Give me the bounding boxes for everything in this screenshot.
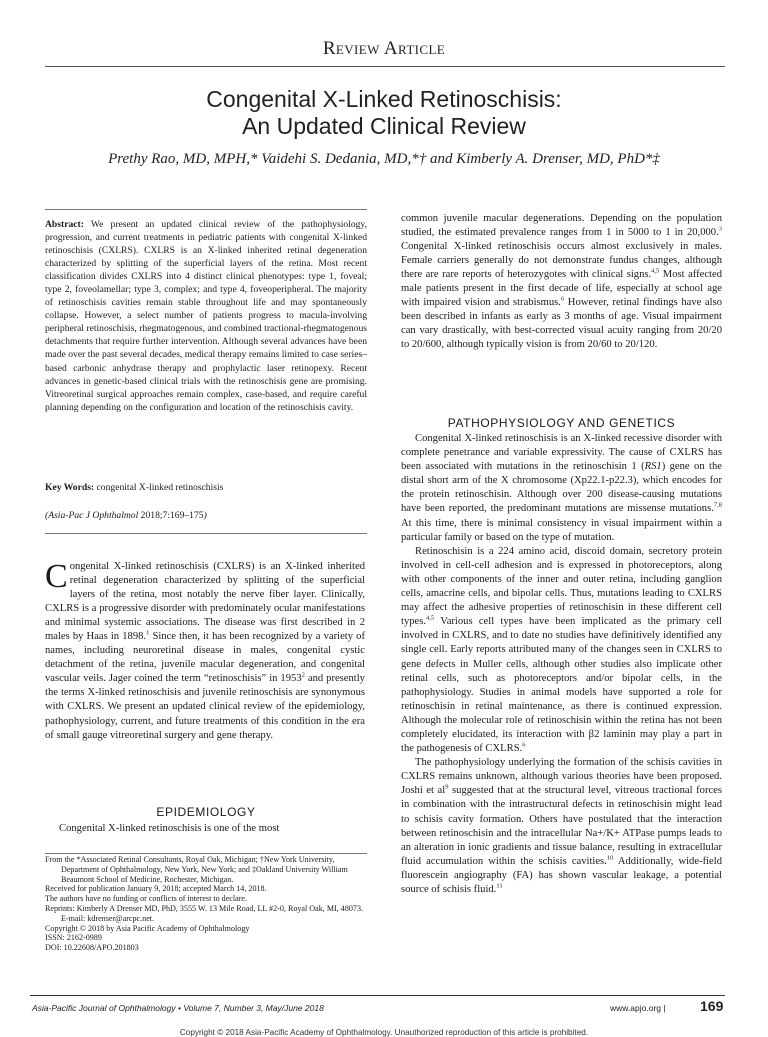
ref-sup: 9 — [445, 783, 449, 791]
gene-name: RS1 — [644, 461, 662, 473]
ref-sup: 2 — [301, 671, 305, 679]
p3-text-c: Additionally, wide-field fluorescein angiography (FA) has shown vascular leakage, a potential source of schisis fluid. — [401, 855, 723, 895]
abstract-bottom-rule — [45, 533, 367, 534]
p2-text-a: Retinoschisin is a 224 amino acid, discoid domain, secretory protein involved in cell-cell adhesion and is expressed in photoreceptors, along with other components of the inner and outer retina, including ganglion cells, amacrine cells, and bipolar cells. Thus, mutations leading to CXLRS may affect the adhesive properties of retinoschisin in these different cell types. — [401, 545, 722, 628]
footnote-received: Received for publication January 9, 2018; accepted March 14, 2018. — [45, 884, 267, 894]
top-rule — [45, 66, 725, 67]
p2-text-b: Various cell types have been implicated as the primary cell involved in CXLRS, and to date no studies have definitively identified any single cell. Early reports attributed many of the changes seen in CXLRS to gene defects in Muller cells, although other studies also implicate other retinal cells, such as photoreceptors and/or bipolar cells, in the pathophysiology. Studies in animal models have supported a role for retinoschisin in retinal maintenance, as there is continued expression. Although the molecular role of retinoschisin within the retina has not been completely elucidated, its interaction with β2 laminin may play a part in the pathogenesis of CXLRS. — [401, 616, 722, 755]
intro-text-1: ongenital X-linked retinoschisis (CXLRS) is an X-linked inherited retinal degeneration characterized by splitting of the superficial layers of the retina, most notably the nerve fiber layer. Clinically, CXLRS is a progressive disorder with predominately ocular manifestations and minimal systemic associations. The disease was first described in 2 males by Haas in 1898. — [45, 561, 365, 643]
title-line-1: Congenital X-Linked Retinoschisis: — [206, 86, 562, 112]
p1-text-b: ) gene on the distal short arm of the X chromosome (Xp22.1-p22.3), which encodes for the protein retinoschisin. Although over 200 disease-causing mutations have been reported, the predominant mutations are missense mutations. — [401, 461, 722, 515]
epi-text-1: common juvenile macular degenerations. Depending on the population studied, the estimated prevalence ranges from 1 in 5000 to 1 in 20,000. — [401, 213, 722, 238]
journal-website[interactable]: www.apjo.org | — [610, 1003, 666, 1013]
footnote-doi: DOI: 10.22608/APO.201803 — [45, 943, 139, 953]
epidemiology-heading: EPIDEMIOLOGY — [156, 805, 256, 819]
introduction — [45, 560, 365, 743]
ref-sup: 4,5 — [651, 267, 660, 275]
ref-sup: 1 — [146, 629, 150, 637]
footnote-conflicts: The authors have no funding or conflicts of interest to declare. — [45, 894, 248, 904]
intro-text-2: Since then, it has been recognized by a variety of names, including neuroretinal disease in males, congenital cystic detachment of the retina, juvenile macular degeneration, and congenital vascular veils. Jager coined the term “retinoschisis” in 1953 — [45, 631, 365, 685]
p3-text-b: suggested that at the structural level, vitreous tractional forces in combination with the intrastructural defects in retinoschisin might lead to schisis cavity formation. Others have postulated that the interaction between retinoschisin and the intracellular Na+/K+ ATPase pumps leads to an alteration in ionic gradients and tissue balance, resulting in extracellular fluid accumulation within the schisis cavities. — [401, 785, 723, 867]
copyright-notice: Copyright © 2018 Asia-Pacific Academy of Ophthalmology. Unauthorized reproduction of this article is prohibited. — [179, 1028, 589, 1037]
epi-text-4: However, retinal findings have also been described in infants as early as 3 months of age. Visual impairment can vary drastically, with best-corrected visual acuity ranging from 20/20 to 20/600, although typically vision is from 20/60 to 20/120. — [401, 297, 723, 350]
authors: Prethy Rao, MD, MPH,* Vaidehi S. Dedania, MD,*† and Kimberly A. Drenser, MD, PhD*‡ — [108, 151, 660, 167]
citation: (Asia-Pac J Ophthalmol 2018;7:169–175) — [45, 510, 207, 521]
intro-text-3: and presently the terms X-linked retinoschisis and juvenile retinoschisis are synonymous with CXLRS. We present an updated clinical review of the epidemiology, pathophysiology, current, and future treatments of this condition in the era of small gauge vitreoretinal surgery and gene therapy. — [45, 673, 365, 741]
epidemiology-continued — [401, 212, 722, 352]
section-label: Review Article — [322, 38, 446, 59]
keywords — [45, 482, 367, 493]
patho-paragraph-2 — [401, 545, 722, 756]
p3-text-a: The pathophysiology underlying the formation of the schisis cavities in CXLRS remains unknown, although various theories have been proposed. Joshi et al — [401, 757, 722, 797]
ref-sup: 4,5 — [426, 614, 435, 622]
keywords-text: congenital X-linked retinoschisis — [96, 482, 224, 493]
epidemiology-text: Congenital X-linked retinoschisis is one of the most — [59, 823, 280, 834]
footnote-rule — [45, 853, 367, 854]
citation-ref: 2018;7:169–175 — [140, 510, 204, 521]
footnote-affiliations: From the *Associated Retinal Consultants, Royal Oak, Michigan; †New York University, Department of Ophthalmology, New York, New York; and ‡Oakland University William Beaumont School of Medicine, Rochester, Michigan. — [45, 855, 348, 884]
p1-text-c: At this time, there is minimal consistency in visual impairment within a particular family or based on the type of mutation. — [401, 517, 722, 543]
ref-sup: 11 — [496, 882, 503, 890]
abstract — [45, 209, 367, 414]
abstract-label: Abstract: — [45, 219, 84, 230]
keywords-label: Key Words: — [45, 482, 95, 493]
abstract-text: We present an updated clinical review of the pathophysiology, progression, and current treatments in pediatric patients with congenital X-linked retinoschisis (CXLRS). CXLRS is an X-linked inherited retinal degeneration characterized by splitting of the superficial layers of the retina. Most recent classification divides CXLRS into 4 distinct clinical phenotypes: type 1, foveal; type 2, foveolamellar; type 3, complex; and type 4, foveoperipheral. The majority of retinoschisis cavities remain stable throughout life and may spontaneously collapse. However, a select number of patients progress to macula-involving peripheral retinoschisis, rhegmatogenous, and combined tractional-rhegmatogenous detachments that require further intervention. Although several advances have been made over the past several decades, medical therapy remains limited to case series–based carbonic anhydrase therapy and prophylactic laser retinopexy. Recent advances in genetic-based clinical trials with the retinoschisis gene are promising. Vitreoretinal surgical approaches remain complex, case-based, and require careful planning depending on the configuration and location of the retinoschisis cavity. — [45, 219, 367, 413]
epi-text-2: Congenital X-linked retinoschisis occurs almost exclusively in males. Female carriers generally do not demonstrate fundus changes, although there are rare reports of heterozygotes with clinical signs. — [401, 241, 722, 280]
pathophysiology-heading: PATHOPHYSIOLOGY AND GENETICS — [447, 416, 676, 430]
patho-paragraph-3 — [401, 756, 722, 897]
journal-line: Asia-Pacific Journal of Ophthalmology • Volume 7, Number 3, May/June 2018 — [32, 1003, 324, 1013]
drop-cap: C — [45, 558, 68, 595]
ref-sup: 6 — [522, 741, 526, 749]
ref-sup: 3 — [718, 225, 722, 233]
footer-rule — [30, 995, 725, 996]
epi-text-3: Most affected male patients present in the first decade of life, especially at school age with impaired vision and strabismus. — [401, 269, 722, 308]
title-line-2: An Updated Clinical Review — [242, 113, 526, 139]
page-number: 169 — [700, 998, 724, 1014]
article-title — [40, 86, 728, 140]
ref-sup: 7,8 — [713, 501, 722, 509]
p1-text-a: Congenital X-linked retinoschisis is an X-linked recessive disorder with complete penetrance and variable expressivity. The cause of CXLRS has been associated with mutations in the retinoschisin 1 ( — [401, 433, 722, 473]
ref-sup: 6 — [560, 295, 565, 303]
patho-paragraph-1 — [401, 432, 722, 545]
footnotes — [45, 855, 367, 953]
footnote-copyright: Copyright © 2018 by Asia Pacific Academy of Ophthalmology — [45, 923, 250, 933]
pathophysiology-body — [401, 432, 722, 897]
citation-journal: Asia-Pac J Ophthalmol — [48, 510, 139, 521]
footnote-reprints: Reprints: Kimberly A Drenser MD, PhD, 3555 W. 13 Mile Road, LL #2-0, Royal Oak, MI, 48073. E-mail: kdrenser@arcpc.net. — [45, 903, 364, 923]
ref-sup: 10 — [606, 854, 614, 862]
footnote-issn: ISSN: 2162-0989 — [45, 933, 102, 943]
